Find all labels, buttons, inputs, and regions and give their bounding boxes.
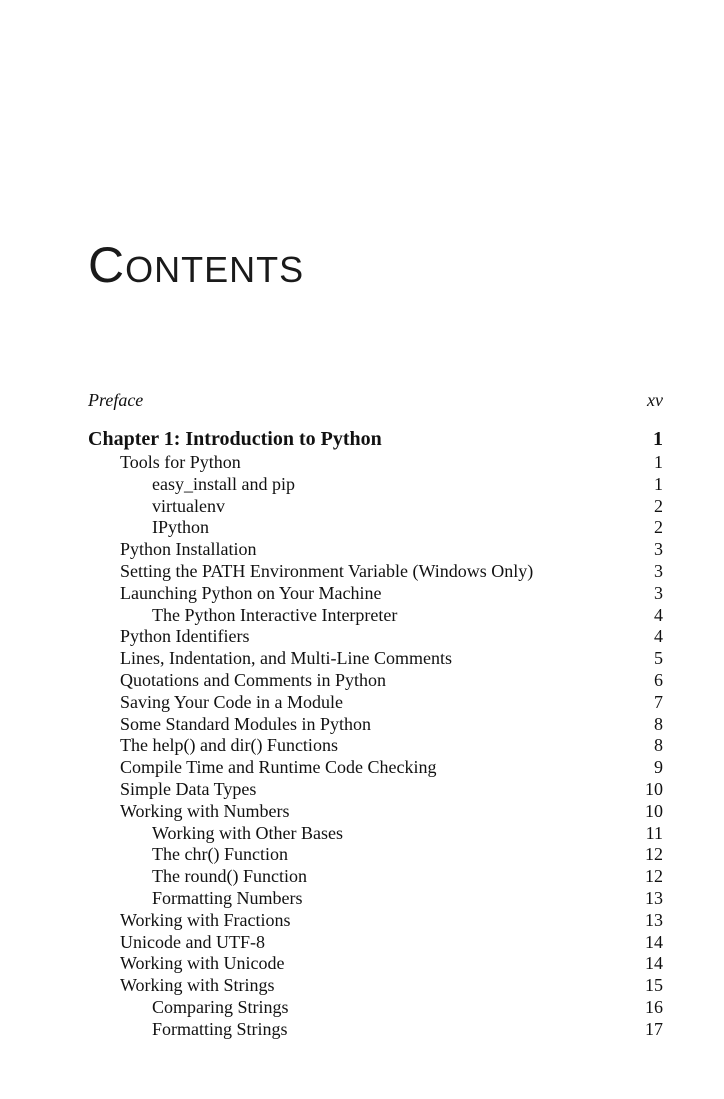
toc-entry-row[interactable] bbox=[88, 757, 663, 779]
toc-page-number: 15 bbox=[645, 975, 663, 996]
toc-page-number: 1 bbox=[654, 473, 663, 494]
toc-entry-label: Some Standard Modules in Python bbox=[120, 713, 371, 734]
toc-page-number: 1 bbox=[653, 428, 663, 450]
toc-entry-row[interactable] bbox=[88, 605, 663, 627]
toc-entry-label: Formatting Strings bbox=[152, 1018, 288, 1039]
table-of-contents bbox=[88, 388, 663, 1041]
toc-page-number: 3 bbox=[654, 539, 663, 560]
toc-entry-label: The round() Function bbox=[152, 866, 307, 887]
toc-entry-row[interactable] bbox=[88, 779, 663, 801]
toc-entry-row[interactable] bbox=[88, 583, 663, 605]
toc-page-number: 1 bbox=[654, 452, 663, 472]
toc-entry-label: Tools for Python bbox=[120, 452, 241, 472]
toc-page-number: 10 bbox=[645, 778, 663, 799]
toc-entry-row[interactable] bbox=[88, 997, 663, 1019]
toc-entry-label: Simple Data Types bbox=[120, 778, 257, 799]
toc-entry-label: The help() and dir() Functions bbox=[120, 735, 338, 756]
page-title bbox=[88, 237, 305, 295]
toc-entry-row[interactable] bbox=[88, 626, 663, 648]
toc-entry-label: Launching Python on Your Machine bbox=[120, 582, 382, 603]
toc-entry-row[interactable] bbox=[88, 735, 663, 757]
toc-entry-label: Setting the PATH Environment Variable (Windows Only) bbox=[120, 560, 534, 581]
toc-page-number: 2 bbox=[654, 495, 663, 516]
toc-entry-label: IPython bbox=[152, 517, 210, 538]
toc-page-number: 11 bbox=[645, 822, 663, 843]
toc-chapter-row[interactable] bbox=[88, 426, 663, 452]
toc-entry-label: Python Identifiers bbox=[120, 626, 250, 647]
toc-page-number: 3 bbox=[654, 560, 663, 581]
toc-page-number: 13 bbox=[645, 909, 663, 930]
toc-entry-row[interactable] bbox=[88, 932, 663, 954]
toc-page-number: 14 bbox=[645, 931, 663, 952]
toc-page-number: 16 bbox=[645, 996, 663, 1017]
toc-entry-label: Comparing Strings bbox=[152, 996, 289, 1017]
toc-page-number: 17 bbox=[645, 1018, 663, 1039]
toc-entry-row[interactable] bbox=[88, 496, 663, 518]
toc-entry-row[interactable] bbox=[88, 801, 663, 823]
toc-page-number: 6 bbox=[654, 669, 663, 690]
toc-entry-label: Working with Unicode bbox=[120, 953, 285, 974]
toc-page-number: 14 bbox=[645, 953, 663, 974]
toc-entry-row[interactable] bbox=[88, 539, 663, 561]
title-initial: C bbox=[88, 237, 126, 293]
toc-entry-label: Working with Fractions bbox=[120, 909, 291, 930]
toc-page-number: 10 bbox=[645, 800, 663, 821]
toc-entry-label: Compile Time and Runtime Code Checking bbox=[120, 757, 437, 778]
toc-page-number: 2 bbox=[654, 517, 663, 538]
toc-entry-label: Preface bbox=[88, 390, 144, 410]
toc-page-number: 13 bbox=[645, 887, 663, 908]
toc-entry-row[interactable] bbox=[88, 844, 663, 866]
toc-page-number: 8 bbox=[654, 735, 663, 756]
toc-entry-label: Saving Your Code in a Module bbox=[120, 691, 344, 712]
toc-entry-row[interactable] bbox=[88, 692, 663, 714]
toc-entry-row[interactable] bbox=[88, 517, 663, 539]
toc-entry-row[interactable] bbox=[88, 1019, 663, 1041]
toc-entry-row[interactable] bbox=[88, 910, 663, 932]
toc-page-number: 4 bbox=[654, 626, 663, 647]
toc-entry-label: The Python Interactive Interpreter bbox=[152, 604, 398, 625]
toc-page-number: 7 bbox=[654, 691, 663, 712]
toc-entry-label: easy_install and pip bbox=[152, 473, 295, 494]
toc-entry-label: The chr() Function bbox=[152, 844, 288, 865]
toc-entry-row[interactable] bbox=[88, 561, 663, 583]
toc-entry-label: Working with Strings bbox=[120, 975, 275, 996]
toc-entry-row[interactable] bbox=[88, 823, 663, 845]
toc-entry-row[interactable] bbox=[88, 975, 663, 997]
toc-entry-row[interactable] bbox=[88, 474, 663, 496]
toc-entry-row[interactable] bbox=[88, 714, 663, 736]
toc-page-number: 5 bbox=[654, 648, 663, 669]
toc-entry-label: Working with Numbers bbox=[120, 800, 290, 821]
toc-entries-list bbox=[88, 452, 663, 1041]
toc-page-number: 9 bbox=[654, 757, 663, 778]
toc-page-number: 3 bbox=[654, 582, 663, 603]
toc-preface-row[interactable] bbox=[88, 388, 663, 412]
toc-page-number: 8 bbox=[654, 713, 663, 734]
toc-entry-label: Formatting Numbers bbox=[152, 887, 303, 908]
toc-entry-row[interactable] bbox=[88, 888, 663, 910]
toc-entry-label: virtualenv bbox=[152, 495, 225, 516]
toc-chapter-label: Chapter 1: Introduction to Python bbox=[88, 428, 382, 450]
toc-page-number: 4 bbox=[654, 604, 663, 625]
toc-entry-label: Python Installation bbox=[120, 539, 257, 560]
toc-page-number: xv bbox=[647, 390, 663, 410]
toc-entry-label: Unicode and UTF-8 bbox=[120, 931, 265, 952]
toc-entry-label: Working with Other Bases bbox=[152, 822, 344, 843]
toc-page-number: 12 bbox=[645, 844, 663, 865]
toc-entry-row[interactable] bbox=[88, 866, 663, 888]
toc-entry-label: Lines, Indentation, and Multi-Line Comments bbox=[120, 648, 452, 669]
toc-entry-row[interactable] bbox=[88, 648, 663, 670]
toc-entry-row[interactable] bbox=[88, 953, 663, 975]
toc-entry-row[interactable] bbox=[88, 452, 663, 474]
toc-entry-label: Quotations and Comments in Python bbox=[120, 669, 387, 690]
title-rest: ONTENTS bbox=[125, 249, 305, 290]
toc-page-number: 12 bbox=[645, 866, 663, 887]
toc-entry-row[interactable] bbox=[88, 670, 663, 692]
